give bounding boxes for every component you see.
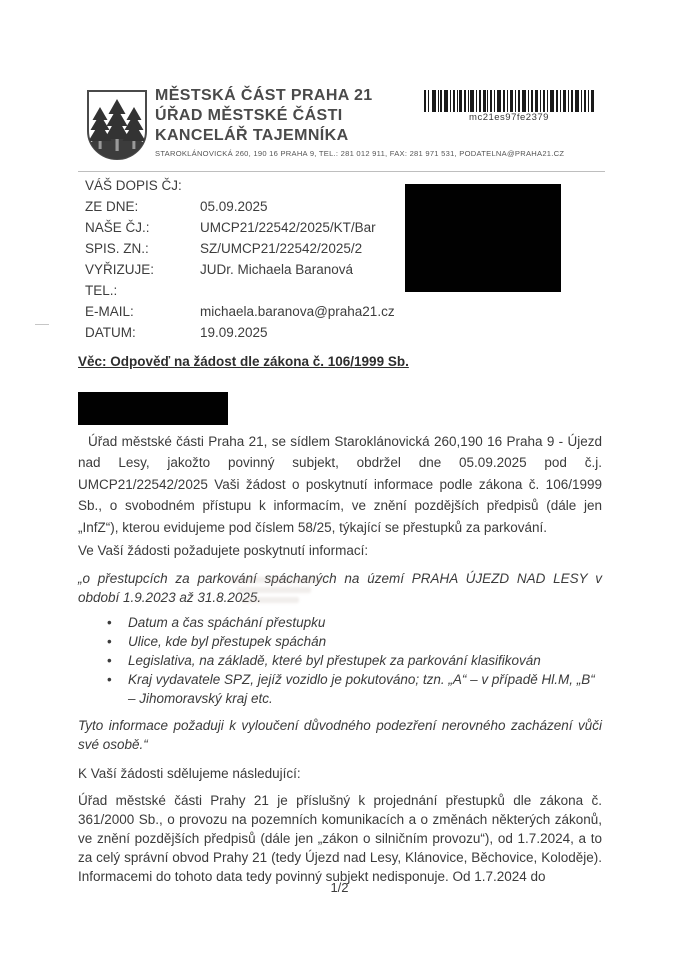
- meta-label: ZE DNE:: [85, 199, 139, 214]
- meta-label: NAŠE ČJ.:: [85, 220, 150, 235]
- meta-value: 05.09.2025: [200, 199, 268, 214]
- org-name-line2: ÚŘAD MĚSTSKÉ ČÁSTI: [155, 107, 343, 124]
- org-name-line1: MĚSTSKÁ ČÁST PRAHA 21: [155, 87, 373, 104]
- meta-value: [200, 175, 405, 196]
- meta-value: michaela.baranova@praha21.cz: [200, 304, 395, 319]
- paragraph-request-lead: Ve Vaší žádosti požadujete poskytnutí informací:: [78, 543, 369, 559]
- meta-value: SZ/UMCP21/22542/2025/2: [200, 241, 363, 256]
- meta-row-vas-dopis: [85, 175, 405, 196]
- praha21-coat-of-arms-icon: [86, 89, 148, 161]
- letter-body: [78, 344, 602, 886]
- barcode-icon: [424, 90, 594, 112]
- meta-label: TEL.:: [85, 283, 118, 298]
- bullet-icon: •: [107, 615, 112, 631]
- org-name-line3: KANCELÁŘ TAJEMNÍKA: [155, 127, 349, 144]
- list-item-text: Datum a čas spáchání přestupku: [128, 615, 326, 631]
- subject-line: Věc: Odpověď na žádost dle zákona č. 106/1999 Sb.: [78, 354, 409, 369]
- list-item: [78, 670, 602, 708]
- meta-label: VÁŠ DOPIS ČJ:: [85, 178, 182, 193]
- quoted-justification-text: Tyto informace požaduji k vyloučení důvodného podezření nerovného zacházení vůči své osobě.“: [78, 718, 602, 753]
- bullet-icon: •: [107, 653, 112, 669]
- requested-items-list: [78, 613, 602, 708]
- list-item-text: Ulice, kde byl přestupek spáchán: [128, 634, 327, 650]
- meta-row-email: [85, 301, 405, 322]
- paragraph-intro: Úřad městské části Praha 21, se sídlem Staroklánovická 260,190 16 Praha 9 - Újezd nad Lesy, jakožto povinný subjekt, obdržel dne 05.09.2025 pod č.j. UMCP21/22542/2025 Vaši žádost o poskytnutí informace podle zákona č. 106/1999 Sb., o svobodném přístupu k informacím, ve znění pozdějších předpisů (dále jen „InfZ“), kterou evidujeme pod číslem 58/25, týkající se přestupků za parkování.: [78, 434, 602, 535]
- bullet-icon: •: [107, 634, 112, 650]
- paragraph-answer-lead: K Vaší žádosti sdělujeme následující:: [78, 766, 301, 782]
- quoted-request-text: „o přestupcích za parkování spáchaných na území PRAHA ÚJEZD NAD LESY v období 1.9.2023 až 31.8.2025.: [78, 571, 602, 606]
- document-barcode: [424, 90, 594, 123]
- list-item-text: Kraj vydavatele SPZ, jejíž vozidlo je pokutováno; tzn. „A“ – v případě Hl.M, „B“ – Jihomoravský kraj etc.: [128, 672, 595, 707]
- meta-row-vyrizuje: [85, 259, 405, 280]
- redacted-recipient-address: [405, 184, 561, 292]
- meta-label: DATUM:: [85, 325, 136, 340]
- list-item-text: Legislativa, na základě, které byl přestupek za parkování klasifikován: [128, 653, 541, 669]
- meta-value: UMCP21/22542/2025/KT/Bar: [200, 220, 376, 235]
- page-number: 1/2: [330, 880, 349, 895]
- letter-metadata: [85, 175, 405, 343]
- meta-label: VYŘIZUJE:: [85, 262, 155, 277]
- bullet-icon: •: [107, 672, 112, 688]
- fold-mark: [35, 324, 49, 325]
- list-item: [78, 632, 602, 651]
- meta-value: JUDr. Michaela Baranová: [200, 262, 354, 277]
- barcode-label: mc21es97fe2379: [469, 112, 549, 123]
- meta-row-tel: [85, 280, 405, 301]
- meta-value: [200, 280, 405, 301]
- meta-row-spis-zn: [85, 238, 405, 259]
- org-address-line: STAROKLÁNOVICKÁ 260, 190 16 PRAHA 9, TEL.: 281 012 911, FAX: 281 971 531, PODATELNA@PRAHA21.CZ: [155, 149, 565, 158]
- meta-label: E-MAIL:: [85, 304, 134, 319]
- header-divider: [78, 171, 605, 172]
- paragraph-answer: Úřad městské části Prahy 21 je příslušný k projednání přestupků dle zákona č. 361/2000 Sb., o provozu na pozemních komunikacích a o změnách některých zákonů, ve znění pozdějších předpisů (dále jen „zákon o silničním provozu“), od 1.7.2024, a to za celý správní obvod Prahy 21 (tedy Újezd nad Lesy, Klánovice, Běchovice, Koloděje). Informacemi do tohoto data tedy povinný subjekt nedisponuje. Od 1.7.2024 do: [78, 793, 602, 885]
- list-item: [78, 613, 602, 632]
- meta-row-ze-dne: [85, 196, 405, 217]
- redacted-salutation: [78, 392, 228, 425]
- meta-value: 19.09.2025: [200, 325, 268, 340]
- list-item: [78, 651, 602, 670]
- meta-row-datum: [85, 322, 405, 343]
- meta-row-nase-cj: [85, 217, 405, 238]
- meta-label: SPIS. ZN.:: [85, 241, 149, 256]
